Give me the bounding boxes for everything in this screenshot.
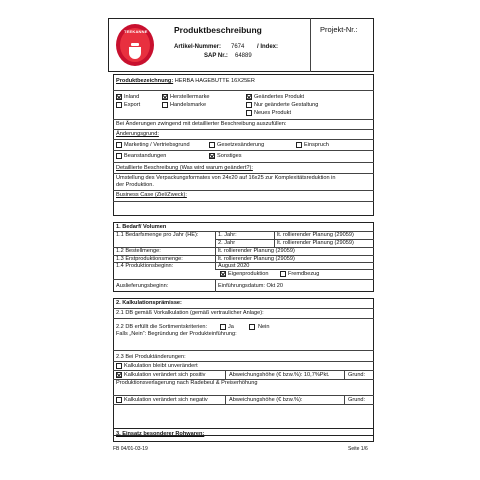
export-label: Export: [124, 102, 141, 108]
header-divider: [310, 18, 311, 72]
detail-line-1: Umstellung des Verpackungsformates von 24x20 auf 16x25 zur Komplexitätsreduktion in: [116, 175, 336, 181]
einspruch-checkbox[interactable]: [296, 142, 302, 148]
neues-produkt-checkbox[interactable]: [246, 110, 252, 116]
geaenderte-gestaltung-checkbox[interactable]: [246, 102, 252, 108]
order-quantity-label: 1.2 Bestellmenge:: [116, 248, 161, 254]
handelsmarke-checkbox[interactable]: [162, 102, 168, 108]
logo-text: TEEKANNE: [124, 29, 148, 34]
delivery-start-label: Auslieferungsbeginn:: [116, 283, 169, 289]
kalkulation-negativ-checkbox[interactable]: [116, 397, 122, 403]
footer-doc-id: FB 04/01-03-19: [113, 446, 148, 452]
negativ-grund-label: Grund:: [348, 397, 366, 403]
kalkulation-unveraendert-label: Kalkulation bleibt unverändert: [124, 363, 198, 369]
product-name-label: Produktbezeichnung:: [116, 78, 174, 84]
negativ-deviation: Abweichungshöhe (€ bzw.%):: [229, 397, 303, 403]
ja-checkbox[interactable]: [220, 324, 226, 330]
sonstiges-checkbox[interactable]: [209, 153, 215, 159]
marketing-checkbox[interactable]: [116, 142, 122, 148]
kalkulation-positiv-label: Kalkulation verändert sich positiv: [124, 372, 206, 378]
year2-value: lt. rollierender Planung (29059): [277, 240, 354, 246]
geaendertes-produkt-checkbox[interactable]: [246, 94, 252, 100]
db-precalc-label: 2.1 DB gemäß Vorkalkulation (gemäß vertraulicher Anlage):: [116, 310, 264, 316]
beanstandungen-checkbox[interactable]: [116, 153, 122, 159]
inland-checkbox[interactable]: [116, 94, 122, 100]
kalkulation-negativ-label: Kalkulation verändert sich negativ: [124, 397, 208, 403]
einspruch-label: Einspruch: [304, 142, 329, 148]
herstellermarke-label: Herstellermarke: [170, 94, 210, 100]
article-number-label: Artikel-Nummer:: [174, 44, 222, 50]
sonstiges-label: Sonstiges: [217, 153, 242, 159]
change-instruction: Bei Änderungen zwingend mit detaillierter Beschreibung auszufüllen:: [116, 121, 287, 127]
nein-checkbox[interactable]: [249, 324, 255, 330]
article-number-value: 7674: [231, 44, 245, 50]
herstellermarke-checkbox[interactable]: [162, 94, 168, 100]
handelsmarke-label: Handelsmarke: [170, 102, 207, 108]
neues-produkt-label: Neues Produkt: [254, 110, 292, 116]
eigenproduktion-checkbox[interactable]: [220, 271, 226, 277]
detail-heading: Detaillierte Beschreibung (Was wird warum geändert?):: [116, 165, 253, 171]
teekanne-logo: [113, 20, 157, 70]
export-checkbox[interactable]: [116, 102, 122, 108]
positiv-reason: Produktionsverlagerung nach Radebeul & Preiserhöhung: [116, 380, 258, 386]
year2-label: 2. Jahr: [218, 240, 236, 246]
nein-label: Nein: [258, 324, 270, 330]
production-start-value: August 2020: [218, 263, 250, 269]
marketing-label: Marketing / Vertriebsgrund: [124, 142, 190, 148]
detail-line-2: der Produktion.: [116, 182, 154, 188]
year1-label: 1. Jahr:: [218, 232, 237, 238]
sap-number-value: 64889: [235, 53, 252, 59]
order-quantity-value: lt. rollierender Planung (29059): [218, 248, 295, 254]
footer-page-number: Seite 1/6: [348, 446, 368, 452]
volume-heading: 1. Bedarf/ Volumen: [116, 224, 167, 230]
geaendertes-produkt-label: Geändertes Produkt: [254, 94, 305, 100]
page-title: Produktbeschreibung: [174, 25, 262, 35]
calculation-heading: 2. Kalkulationsprämisse:: [116, 300, 182, 306]
positiv-grund-label: Grund:: [348, 372, 366, 378]
product-name-value: HERBA HAGEBUTTE 16X25ER: [174, 78, 255, 84]
first-production-label: 1.3 Erstproduktionsmenge:: [116, 256, 183, 262]
gesetzesaenderung-label: Gesetzesänderung: [217, 142, 265, 148]
change-reason-heading: Änderungsgrund:: [116, 131, 159, 137]
beanstandungen-label: Beanstandungen: [124, 153, 167, 159]
year1-value: lt. rollierender Planung (29059): [277, 232, 354, 238]
demand-per-year-label: 1.1 Bedarfsmenge pro Jahr (HE):: [116, 232, 199, 238]
justification-label: Falls „Nein“: Begründung der Produkteinführung:: [116, 331, 237, 337]
db-criteria-label: 2.2 DB erfüllt die Sortimentskriterien:: [116, 324, 208, 330]
product-name-row: [116, 79, 255, 85]
sap-number-label: SAP Nr.:: [204, 53, 228, 59]
kalkulation-positiv-checkbox[interactable]: [116, 372, 122, 378]
eigenproduktion-label: Eigenproduktion: [228, 271, 269, 277]
delivery-start-value: Einführungsdatum: Okt 20: [218, 283, 283, 289]
project-number-label: Projekt-Nr.:: [320, 25, 358, 34]
gesetzesaenderung-checkbox[interactable]: [209, 142, 215, 148]
inland-label: Inland: [124, 94, 140, 100]
fremdbezug-label: Fremdbezug: [288, 271, 320, 277]
kalkulation-unveraendert-checkbox[interactable]: [116, 363, 122, 369]
production-start-label: 1.4 Produktionsbeginn:: [116, 263, 174, 269]
ja-label: Ja: [228, 324, 234, 330]
positiv-deviation: Abweichungshöhe (€ bzw.%): 10,7%Pkt.: [229, 372, 330, 378]
first-production-value: lt. rollierender Planung (29059): [218, 256, 295, 262]
raw-materials-heading: 3. Einsatz besonderer Rohwaren:: [116, 431, 205, 437]
fremdbezug-checkbox[interactable]: [280, 271, 286, 277]
product-changes-label: 2.3 Bei Produktänderungen:: [116, 354, 186, 360]
index-label: / Index:: [257, 44, 279, 50]
geaenderte-gestaltung-label: Nur geänderte Gestaltung: [254, 102, 319, 108]
business-case-label: Business Case (Ziel/Zweck):: [116, 192, 187, 198]
